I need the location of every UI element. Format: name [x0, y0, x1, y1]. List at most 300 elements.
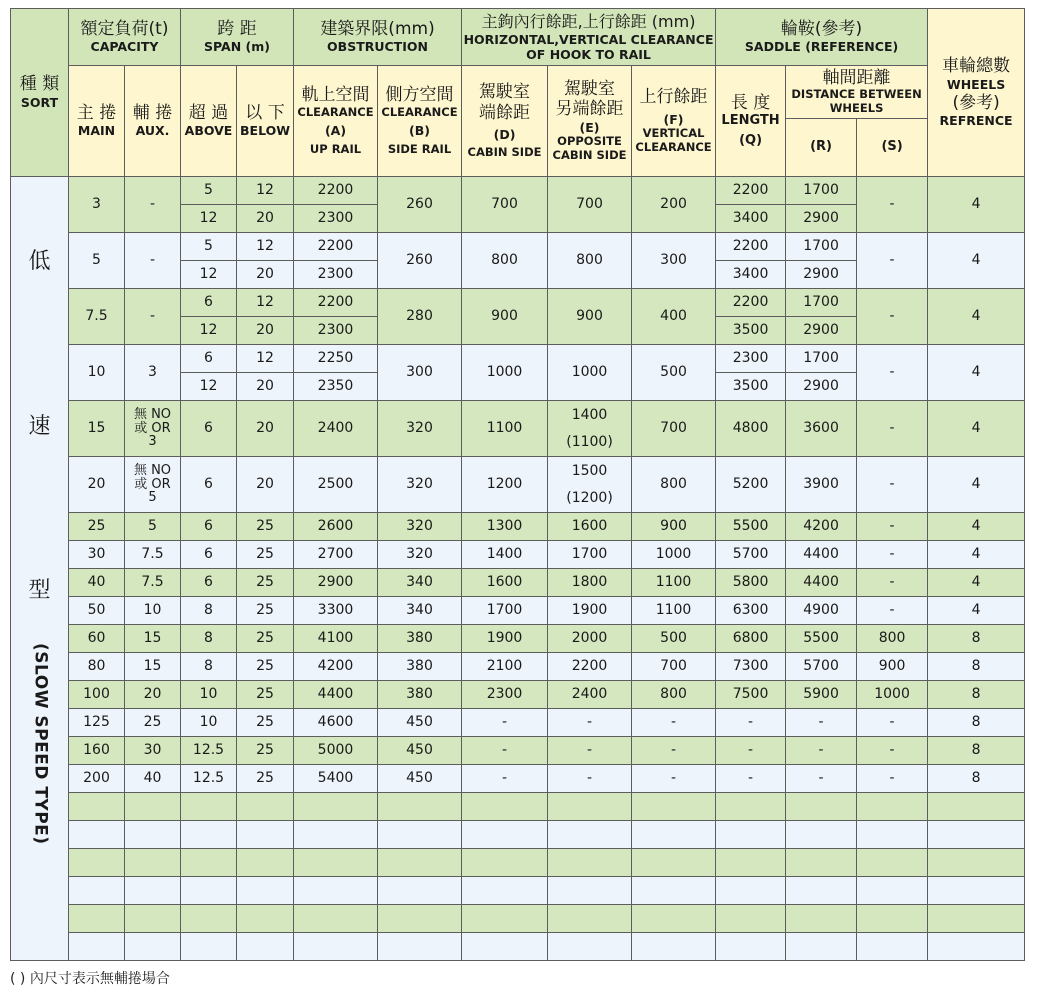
distance-s-cell: -	[857, 569, 928, 597]
clearance-e-cell: -	[548, 737, 632, 765]
aux-capacity-cell: -	[125, 233, 181, 289]
empty-cell	[462, 821, 548, 849]
empty-cell	[69, 821, 125, 849]
clearance-f-cell: 500	[632, 345, 716, 401]
length-q-cell: 3500	[716, 373, 786, 401]
wheels-en: WHEELS	[946, 76, 1006, 92]
aux-capacity-cell: 30	[125, 737, 181, 765]
empty-cell	[125, 793, 181, 821]
col-a-en2: (A)	[324, 123, 347, 139]
empty-cell	[857, 793, 928, 821]
clearance-e-cell: 1900	[548, 597, 632, 625]
dist-cn: 軸間距離	[822, 68, 891, 88]
clearance-d-cell: 1300	[462, 513, 548, 541]
capacity-en: CAPACITY	[90, 39, 159, 55]
empty-cell	[928, 933, 1025, 961]
table-row	[11, 177, 1025, 205]
col-a-cn: 軌上空間	[301, 85, 370, 106]
main-capacity-cell: 5	[69, 233, 125, 289]
main-capacity-cell: 3	[69, 177, 125, 233]
empty-cell	[632, 821, 716, 849]
clearance-b-cell: 320	[378, 513, 462, 541]
clearance-b-cell: 450	[378, 765, 462, 793]
distance-s-cell: -	[857, 457, 928, 513]
empty-cell	[462, 793, 548, 821]
empty-cell	[716, 793, 786, 821]
empty-cell	[294, 933, 378, 961]
span-below-cell: 12	[237, 289, 294, 317]
empty-cell	[125, 905, 181, 933]
empty-cell	[237, 905, 294, 933]
span-below-cell: 12	[237, 233, 294, 261]
empty-cell	[237, 933, 294, 961]
clearance-e-cell: 800	[548, 233, 632, 289]
dist-en: DISTANCE BETWEEN WHEELS	[791, 87, 922, 116]
empty-cell	[548, 933, 632, 961]
span-above-cell: 5	[181, 177, 237, 205]
empty-cell	[857, 877, 928, 905]
col-e-cn2: 另端餘距	[555, 99, 624, 120]
empty-cell	[69, 793, 125, 821]
header-below	[237, 66, 294, 177]
span-cn: 跨 距	[217, 18, 257, 39]
main-capacity-cell: 200	[69, 765, 125, 793]
distance-r-cell: 1700	[786, 233, 857, 261]
clearance-b-cell: 340	[378, 569, 462, 597]
col-e-en3: CABIN SIDE	[552, 148, 627, 163]
wheels-ref-en: REFRENCE	[939, 112, 1013, 128]
clearance-a-cell: 2300	[294, 205, 378, 233]
length-q-cell: 6300	[716, 597, 786, 625]
empty-cell	[928, 905, 1025, 933]
span-below-cell: 25	[237, 681, 294, 709]
clearance-b-cell: 450	[378, 737, 462, 765]
clearance-b-cell: 380	[378, 625, 462, 653]
clearance-b-cell: 380	[378, 681, 462, 709]
table-row	[11, 681, 1025, 709]
sort-side-label	[11, 177, 69, 961]
aux-capacity-cell: 15	[125, 653, 181, 681]
table-row	[11, 233, 1025, 261]
col-f-en1: (F)	[663, 111, 684, 127]
empty-cell	[786, 877, 857, 905]
clearance-f-cell: 900	[632, 513, 716, 541]
clearance-a-cell: 2350	[294, 373, 378, 401]
distance-r-cell: 4400	[786, 569, 857, 597]
e-value: 1500	[571, 463, 608, 480]
wheels-cell: 8	[928, 653, 1025, 681]
span-above-cell: 6	[181, 569, 237, 597]
main-capacity-cell: 60	[69, 625, 125, 653]
wheels-cell: 8	[928, 765, 1025, 793]
empty-cell	[181, 821, 237, 849]
main-capacity-cell: 100	[69, 681, 125, 709]
distance-r-cell: 2900	[786, 317, 857, 345]
empty-cell	[69, 877, 125, 905]
col-q-cn: 長 度	[730, 92, 771, 113]
empty-cell	[125, 877, 181, 905]
aux-capacity-cell: 7.5	[125, 569, 181, 597]
empty-cell	[181, 933, 237, 961]
empty-row	[11, 905, 1025, 933]
wheels-cell: 4	[928, 401, 1025, 457]
distance-r-cell: 2900	[786, 205, 857, 233]
span-above-cell: 8	[181, 625, 237, 653]
distance-s-cell: 800	[857, 625, 928, 653]
distance-title	[786, 66, 927, 119]
span-below-cell: 20	[237, 373, 294, 401]
wheels-cell: 8	[928, 737, 1025, 765]
distance-r-cell: 5500	[786, 625, 857, 653]
span-above-cell: 8	[181, 653, 237, 681]
empty-cell	[632, 793, 716, 821]
empty-cell	[69, 905, 125, 933]
span-below-cell: 25	[237, 737, 294, 765]
empty-cell	[462, 905, 548, 933]
empty-cell	[857, 849, 928, 877]
header-capacity	[69, 9, 181, 66]
empty-cell	[716, 849, 786, 877]
saddle-en: SADDLE (REFERENCE)	[744, 39, 899, 55]
empty-cell	[237, 877, 294, 905]
clearance-e-cell	[548, 401, 632, 457]
clearance-b-cell: 300	[378, 345, 462, 401]
clearance-a-cell: 4400	[294, 681, 378, 709]
empty-cell	[716, 933, 786, 961]
empty-cell	[857, 933, 928, 961]
clearance-d-cell: 2300	[462, 681, 548, 709]
wheels-cell: 8	[928, 709, 1025, 737]
distance-r-cell: 5700	[786, 653, 857, 681]
main-capacity-cell: 50	[69, 597, 125, 625]
empty-cell	[716, 905, 786, 933]
e-value-no-aux: (1100)	[566, 433, 613, 450]
clearance-b-cell: 320	[378, 457, 462, 513]
clearance-a-cell: 2700	[294, 541, 378, 569]
clearance-f-cell: 200	[632, 177, 716, 233]
col-a-en3: UP RAIL	[309, 142, 362, 156]
below-en: BELOW	[240, 123, 290, 139]
empty-cell	[632, 877, 716, 905]
saddle-cn: 輪鞍(參考)	[780, 18, 863, 39]
clearance-a-cell: 2250	[294, 345, 378, 373]
side-char-3: 型	[28, 577, 51, 603]
clearance-e-cell	[548, 457, 632, 513]
header-wheels	[928, 9, 1025, 177]
empty-cell	[125, 933, 181, 961]
span-above-cell: 12.5	[181, 737, 237, 765]
header-col-e	[548, 66, 632, 177]
side-label-stack	[11, 177, 68, 947]
clearance-d-cell: -	[462, 765, 548, 793]
clearance-e-cell: 1800	[548, 569, 632, 597]
col-b-en1: CLEARANCE	[381, 104, 458, 119]
empty-cell	[181, 849, 237, 877]
table-row	[11, 653, 1025, 681]
empty-cell	[294, 905, 378, 933]
e-value-no-aux: (1200)	[566, 489, 613, 506]
empty-cell	[548, 849, 632, 877]
col-d-cn1: 駕駛室	[479, 82, 531, 103]
distance-r-cell: 1700	[786, 289, 857, 317]
empty-cell	[548, 793, 632, 821]
empty-cell	[237, 849, 294, 877]
header-col-s	[857, 119, 927, 176]
empty-cell	[462, 849, 548, 877]
clearance-a-cell: 2600	[294, 513, 378, 541]
table-row	[11, 289, 1025, 317]
aux-capacity-cell: 5	[125, 513, 181, 541]
table-row	[11, 709, 1025, 737]
empty-cell	[378, 849, 462, 877]
length-q-cell: 3500	[716, 317, 786, 345]
empty-cell	[294, 849, 378, 877]
distance-r-cell: 3900	[786, 457, 857, 513]
distance-s-cell: -	[857, 597, 928, 625]
empty-cell	[716, 821, 786, 849]
clearance-f-cell: 800	[632, 457, 716, 513]
col-s-label: (S)	[881, 139, 903, 155]
empty-row	[11, 793, 1025, 821]
footnote: ( ) 內尺寸表示無輔捲場合	[10, 971, 170, 987]
header-aux	[125, 66, 181, 177]
distance-s-cell: -	[857, 289, 928, 345]
clearance-f-cell: -	[632, 709, 716, 737]
clearance-f-cell: 400	[632, 289, 716, 345]
clearance-e-cell: -	[548, 765, 632, 793]
span-below-cell: 25	[237, 653, 294, 681]
empty-cell	[69, 933, 125, 961]
empty-cell	[462, 933, 548, 961]
col-d-cn2: 端餘距	[479, 102, 531, 123]
wheels-ref-cn: (參考)	[952, 92, 1000, 113]
empty-cell	[378, 905, 462, 933]
clearance-a-cell: 2200	[294, 233, 378, 261]
clearance-f-cell: 1000	[632, 541, 716, 569]
empty-cell	[928, 793, 1025, 821]
empty-cell	[125, 821, 181, 849]
aux-line-1: 無 NO	[133, 407, 172, 423]
empty-cell	[69, 849, 125, 877]
clearance-e-cell: 2400	[548, 681, 632, 709]
col-f-cn: 上行餘距	[639, 87, 708, 108]
distance-s-cell: -	[857, 765, 928, 793]
empty-cell	[548, 905, 632, 933]
empty-cell	[857, 821, 928, 849]
clearance-a-cell: 4600	[294, 709, 378, 737]
clearance-b-cell: 260	[378, 177, 462, 233]
main-capacity-cell: 7.5	[69, 289, 125, 345]
clearance-f-cell: 1100	[632, 597, 716, 625]
empty-row	[11, 821, 1025, 849]
empty-cell	[181, 905, 237, 933]
distance-r-cell: 3600	[786, 401, 857, 457]
main-capacity-cell: 10	[69, 345, 125, 401]
empty-cell	[378, 933, 462, 961]
clearance-b-cell: 320	[378, 541, 462, 569]
length-q-cell: 5500	[716, 513, 786, 541]
aux-capacity-cell: 3	[125, 345, 181, 401]
col-b-en3: SIDE RAIL	[387, 142, 452, 156]
span-above-cell: 6	[181, 289, 237, 317]
clearance-e-cell: -	[548, 709, 632, 737]
obstruction-cn: 建築界限(mm)	[320, 18, 435, 39]
distance-r-cell: 2900	[786, 373, 857, 401]
aux-capacity-cell: -	[125, 177, 181, 233]
empty-cell	[786, 905, 857, 933]
main-capacity-cell: 30	[69, 541, 125, 569]
span-below-cell: 25	[237, 709, 294, 737]
distance-r-cell: 1700	[786, 177, 857, 205]
clearance-e-cell: 1700	[548, 541, 632, 569]
header-hook-clearance	[462, 9, 716, 66]
header-above	[181, 66, 237, 177]
clearance-a-cell: 4100	[294, 625, 378, 653]
span-below-cell: 12	[237, 345, 294, 373]
above-cn: 超 過	[188, 102, 229, 123]
distance-r-cell: -	[786, 709, 857, 737]
span-below-cell: 25	[237, 597, 294, 625]
obstruction-en: OBSTRUCTION	[327, 39, 428, 55]
empty-cell	[548, 877, 632, 905]
header-col-d	[462, 66, 548, 177]
span-above-cell: 6	[181, 541, 237, 569]
distance-r-cell: 5900	[786, 681, 857, 709]
clearance-d-cell: 900	[462, 289, 548, 345]
aux-line-1: 無 NO	[133, 463, 172, 479]
table-row	[11, 569, 1025, 597]
aux-en: AUX.	[135, 123, 170, 139]
aux-capacity-cell: -	[125, 289, 181, 345]
distance-s-cell: 1000	[857, 681, 928, 709]
clearance-f-cell: 700	[632, 401, 716, 457]
clearance-f-cell: 700	[632, 653, 716, 681]
table-row	[11, 401, 1025, 457]
main-capacity-cell: 20	[69, 457, 125, 513]
clearance-e-cell: 2200	[548, 653, 632, 681]
length-q-cell: 5200	[716, 457, 786, 513]
length-q-cell: -	[716, 737, 786, 765]
col-d-en1: (D)	[493, 127, 516, 143]
empty-cell	[125, 849, 181, 877]
table-row	[11, 737, 1025, 765]
aux-capacity-cell	[125, 401, 181, 457]
span-above-cell: 12.5	[181, 765, 237, 793]
clearance-d-cell: 1200	[462, 457, 548, 513]
length-q-cell: 6800	[716, 625, 786, 653]
clearance-f-cell: 1100	[632, 569, 716, 597]
clearance-f-cell: 500	[632, 625, 716, 653]
clearance-a-cell: 5400	[294, 765, 378, 793]
col-e-cn1: 駕駛室	[564, 79, 616, 99]
header-col-r	[786, 119, 857, 176]
empty-cell	[548, 821, 632, 849]
length-q-cell: 5700	[716, 541, 786, 569]
header-distance	[786, 66, 928, 177]
distance-s-cell: -	[857, 401, 928, 457]
distance-r-cell: -	[786, 737, 857, 765]
wheels-cell: 4	[928, 513, 1025, 541]
empty-row	[11, 877, 1025, 905]
col-b-en2: (B)	[409, 123, 430, 139]
wheels-cell: 4	[928, 541, 1025, 569]
span-above-cell: 10	[181, 681, 237, 709]
distance-s-cell: -	[857, 345, 928, 401]
clearance-e-cell: 2000	[548, 625, 632, 653]
header-obstruction	[294, 9, 462, 66]
main-cn: 主 捲	[76, 102, 117, 123]
span-above-cell: 12	[181, 205, 237, 233]
table-row	[11, 513, 1025, 541]
col-r-label: (R)	[810, 139, 832, 155]
main-capacity-cell: 80	[69, 653, 125, 681]
distance-s-cell: -	[857, 737, 928, 765]
length-q-cell: 5800	[716, 569, 786, 597]
col-q-en2: (Q)	[739, 133, 763, 149]
distance-s-cell: -	[857, 541, 928, 569]
spec-table	[10, 8, 1025, 961]
empty-cell	[378, 877, 462, 905]
aux-line-3: 5	[148, 490, 157, 506]
clearance-a-cell: 2300	[294, 261, 378, 289]
clearance-d-cell: -	[462, 709, 548, 737]
sort-cn: 種 類	[19, 74, 60, 95]
aux-capacity-cell: 20	[125, 681, 181, 709]
header-col-b	[378, 66, 462, 177]
clearance-d-cell: 1400	[462, 541, 548, 569]
header-row-top	[11, 9, 1025, 66]
clearance-a-cell: 2400	[294, 401, 378, 457]
distance-s-cell: 900	[857, 653, 928, 681]
col-f-en3: CLEARANCE	[635, 140, 712, 154]
empty-cell	[928, 877, 1025, 905]
distance-s-cell: -	[857, 513, 928, 541]
clearance-d-cell: 1100	[462, 401, 548, 457]
span-below-cell: 25	[237, 625, 294, 653]
clearance-a-cell: 3300	[294, 597, 378, 625]
distance-s-cell: -	[857, 177, 928, 233]
clearance-a-cell: 2200	[294, 289, 378, 317]
aux-line-2: 或 OR	[134, 476, 171, 492]
empty-cell	[786, 933, 857, 961]
header-col-a	[294, 66, 378, 177]
span-above-cell: 6	[181, 345, 237, 373]
header-row-sub	[11, 66, 1025, 177]
clearance-d-cell: 2100	[462, 653, 548, 681]
empty-row	[11, 849, 1025, 877]
empty-cell	[378, 793, 462, 821]
span-en: SPAN (m)	[204, 39, 270, 55]
length-q-cell: -	[716, 709, 786, 737]
clearance-f-cell: 300	[632, 233, 716, 289]
wheels-cell: 4	[928, 177, 1025, 233]
aux-capacity-cell: 15	[125, 625, 181, 653]
table-row	[11, 345, 1025, 373]
span-below-cell: 25	[237, 569, 294, 597]
empty-cell	[294, 877, 378, 905]
capacity-cn: 額定負荷(t)	[80, 18, 169, 39]
distance-subcols	[786, 119, 927, 176]
clearance-f-cell: -	[632, 737, 716, 765]
side-char-1: 低	[28, 249, 51, 274]
span-below-cell: 12	[237, 177, 294, 205]
empty-cell	[632, 933, 716, 961]
main-capacity-cell: 15	[69, 401, 125, 457]
main-capacity-cell: 40	[69, 569, 125, 597]
clearance-a-cell: 2900	[294, 569, 378, 597]
col-q-en1: LENGTH	[721, 112, 780, 128]
header-col-f	[632, 66, 716, 177]
